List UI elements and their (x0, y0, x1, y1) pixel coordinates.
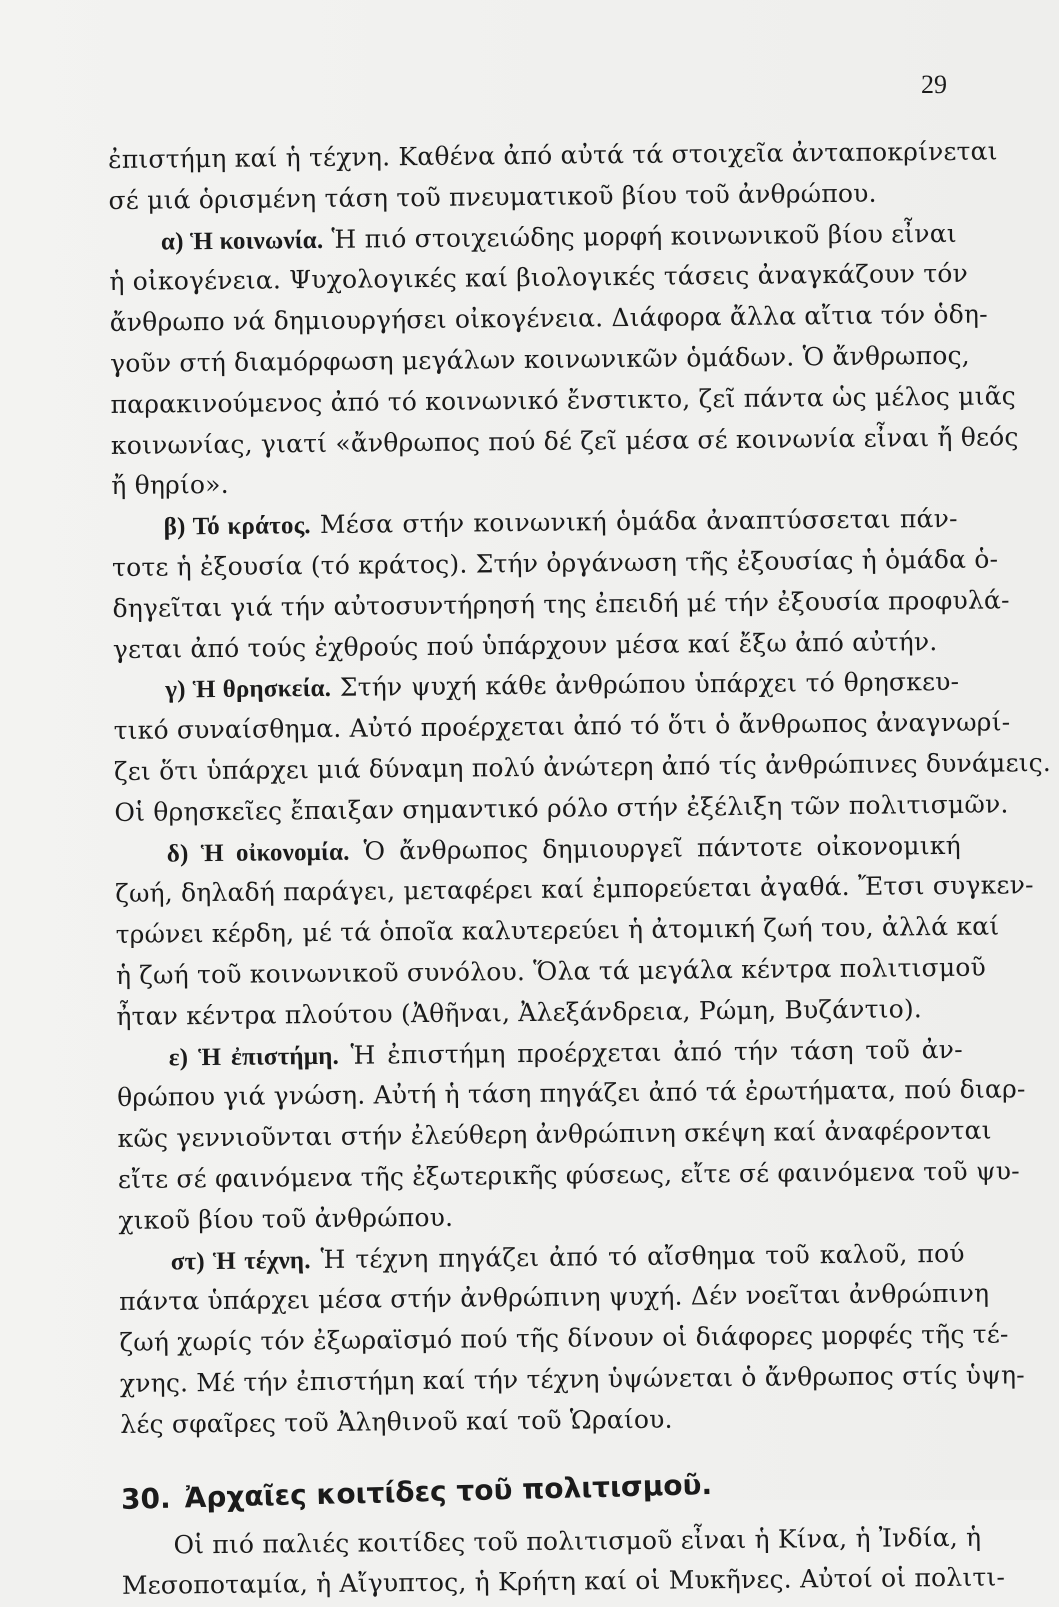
text-line: τοτε ἡ ἐξουσία (τό κράτος). Στήν ὀργάνωση τῆς ἐξουσίας ἡ ὁμάδα ὁ- (111, 544, 999, 582)
subheading-state: β) Τό κράτος. (163, 512, 311, 541)
text-run: Μέσα στήν κοινωνική ὁμάδα ἀναπτύσσεται πάν- (310, 504, 958, 540)
paragraph-intro (108, 132, 998, 222)
subheading-art: στ) Ἡ τέχνη. (170, 1246, 311, 1275)
subheading-religion: γ) Ἡ θρησκεία. (165, 675, 332, 704)
text-line: Οἱ πιό παλιές κοιτίδες τοῦ πολιτισμοῦ εἶναι ἡ Κίνα, ἡ Ἰνδία, ἡ (173, 1522, 982, 1559)
text-line: ἄνθρωπο νά δημιουργήσει οἰκογένεια. Διάφορα ἄλλα αἴτια τόν ὁδη- (109, 299, 988, 338)
text-line: ἡ οἰκογένεια. Ψυχολογικές καί βιολογικές τάσεις ἀναγκάζουν τόν (109, 259, 969, 297)
text-line: γεται ἀπό τούς ἐχθρούς πού ὑπάρχουν μέσα καί ἔξω ἀπό αὐτήν. (112, 626, 938, 664)
paragraph-religion (113, 662, 1052, 833)
text-line: πάντα ὑπάρχει μέσα στήν ἀνθρώπινη ψυχή. Δέν νοεῖται ἀνθρώπινη (119, 1278, 990, 1317)
section-heading (120, 1452, 967, 1525)
text-line: σέ μιά ὁρισμένη τάση τοῦ πνευματικοῦ βίου τοῦ ἀνθρώπου. (108, 178, 877, 215)
text-run: Ἡ πιό στοιχειώδης μορφή κοινωνικοῦ βίου εἶναι (323, 218, 957, 254)
text-line: λές σφαῖρες τοῦ Ἀληθινοῦ καί τοῦ Ὡραίου. (120, 1404, 673, 1439)
text-run: Ἡ ἐπιστήμη προέρχεται ἀπό τήν τάση τοῦ ἀν- (338, 1034, 963, 1070)
paragraph-art (119, 1233, 1025, 1445)
text-line: ἐπιστήμη καί ἡ τέχνη. Καθένα ἀπό αὐτά τά στοιχεῖα ἀνταποκρίνεται (108, 136, 998, 174)
text-line: χικοῦ βίου τοῦ ἀνθρώπου. (118, 1202, 454, 1235)
page-number: 29 (921, 70, 947, 99)
paragraph-economy (115, 825, 1034, 1037)
subheading-science: ε) Ἡ ἐπιστήμη. (168, 1042, 340, 1071)
text-line: κοινωνίας, γιατί «ἄνθρωπος πού δέ ζεῖ μέσα σέ κοινωνία εἶναι ἤ θεός (110, 421, 1019, 460)
text-line: κῶς γεννιοῦνται στήν ἐλεύθερη ἀνθρώπινη σκέψη καί ἀναφέρονται (117, 1115, 992, 1154)
text-line: ζωή, δηλαδή παράγει, μεταφέρει καί ἐμπορεύεται ἀγαθά. Ἔτσι συγκεν- (115, 870, 1034, 909)
text-line: χνης. Μέ τήν ἐπιστήμη καί τήν τέχνη ὑψώνεται ὁ ἄνθρωπος στίς ὑψη- (119, 1360, 1025, 1398)
text-line: δηγεῖται γιά τήν αὐτοσυντήρησή της ἐπειδή μέ τήν ἐξουσία προφυλά- (112, 585, 1010, 623)
text-line: εἴτε σέ φαινόμενα τῆς ἐξωτερικῆς φύσεως, εἴτε σέ φαινόμενα τοῦ ψυ- (117, 1156, 1020, 1194)
paragraph-state (111, 499, 1010, 670)
text-line: Οἱ θρησκεῖες ἔπαιξαν σημαντικό ρόλο στήν ἐξέλιξη τῶν πολιτισμῶν. (114, 789, 1009, 827)
text-line: ἡ ζωή τοῦ κοινωνικοῦ συνόλου. Ὅλα τά μεγάλα κέντρα πολιτισμοῦ (115, 952, 987, 990)
section-number: 30. (120, 1481, 172, 1516)
text-run: Στήν ψυχή κάθε ἀνθρώπου ὑπάρχει τό θρησκευ- (331, 667, 960, 703)
text-line: Μεσοποταμία, ἡ Αἴγυπτος, ἡ Κρήτη καί οἱ Μυκῆνες. Αὐτοί οἱ πολιτι- (121, 1562, 1006, 1601)
text-line: παρακινούμενος ἀπό τό κοινωνικό ἔνστικτο, ζεῖ πάντα ὡς μέλος μιᾶς (110, 381, 1017, 419)
text-line: γοῦν στή διαμόρφωση μεγάλων κοινωνικῶν ὁμάδων. Ὁ ἄνθρωπος, (110, 340, 971, 378)
subheading-economy: δ) Ἡ οἰκονομία. (166, 838, 350, 868)
text-line: ζει ὅτι ὑπάρχει μιά δύναμη πολύ ἀνώτερη ἀπό τίς ἀνθρώπινες δυνάμεις. (113, 747, 1052, 786)
paragraph-society (109, 213, 1019, 507)
text-line: τικό συναίσθημα. Αὐτό προέρχεται ἀπό τό ὅτι ὁ ἄνθρωπος ἀναγνωρί- (113, 707, 1011, 746)
paragraph-science (117, 1029, 1026, 1241)
text-line: ἦταν κέντρα πλούτου (Ἀθῆναι, Ἀλεξάνδρεια, Ρώμη, Βυζάντιο). (116, 993, 923, 1031)
text-line: θρώπου γιά γνώση. Αὐτή ἡ τάση πηγάζει ἀπό τά ἐρωτήματα, πού διαρ- (117, 1074, 1026, 1113)
text-line: ἤ θηρίο». (111, 470, 230, 501)
text-run: Ὁ ἄνθρωπος δημιουργεῖ πάντοτε οἰκονομική (349, 830, 961, 866)
text-line: τρώνει κέρδη, μέ τά ὁποῖα καλυτερεύει ἡ ἀτομική ζωή του, ἀλλά καί (115, 911, 1000, 950)
text-line: ζωή χωρίς τόν ἐξωραϊσμό πού τῆς δίνουν οἱ διάφορες μορφές τῆς τέ- (119, 1319, 1009, 1358)
paragraph-cradles (121, 1517, 1006, 1607)
page-body (108, 132, 1052, 1607)
section-title: Ἀρχαῖες κοιτίδες τοῦ πολιτισμοῦ. (184, 1467, 713, 1514)
text-run: Ἡ τέχνη πηγάζει ἀπό τό αἴσθημα τοῦ καλοῦ, πού (310, 1238, 965, 1274)
subheading-society: α) Ἡ κοινωνία. (160, 226, 324, 256)
